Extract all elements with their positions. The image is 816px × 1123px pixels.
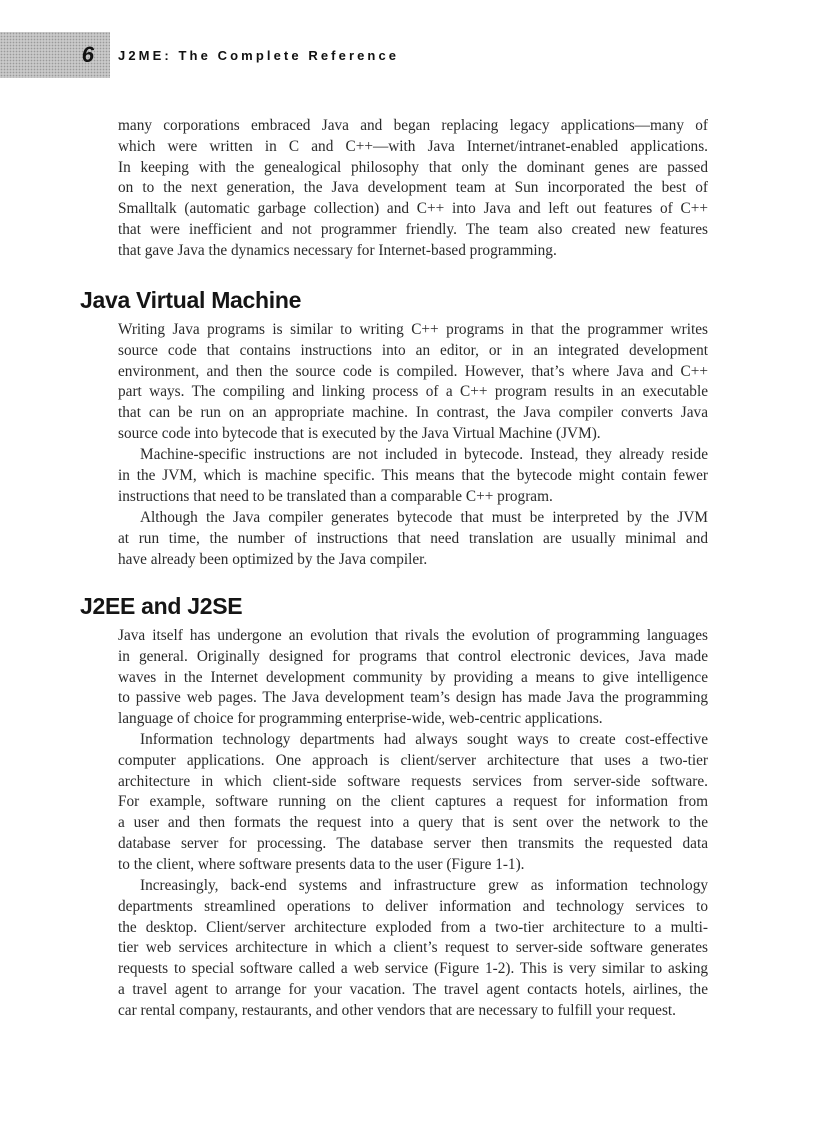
section-heading-j2ee: J2EE and J2SE [80, 593, 243, 619]
text-line: car rental company, restaurants, and other vendors that are necessary to fulfill your request. [118, 1001, 676, 1019]
text-line: environment, and then the source code is compiled. However, that’s where Java and C++ [118, 362, 708, 380]
text-line: waves in the Internet development community by providing a means to give intelligence [118, 668, 708, 686]
text-line: source code into bytecode that is executed by the Java Virtual Machine (JVM). [118, 424, 601, 442]
text-line: architecture in which client-side software requests services from server-side software. [118, 772, 708, 790]
text-line: Writing Java programs is similar to writing C++ programs in that the programmer writes [118, 321, 708, 338]
running-title: J2ME: The Complete Reference [118, 48, 400, 63]
paragraph [118, 730, 708, 876]
text-line: language of choice for programming enterprise-wide, web-centric applications. [118, 710, 603, 728]
paragraph [118, 876, 708, 1022]
text-line: which were written in C and C++—with Java Internet/intranet-enabled applications. [118, 137, 708, 155]
paragraph [118, 320, 708, 445]
text-line: in the JVM, which is machine specific. This means that the bytecode might contain fewer [118, 466, 708, 484]
text-line: instructions that need to be translated than a comparable C++ program. [118, 487, 553, 505]
text-line: many corporations embraced Java and began replacing legacy applications—many of [118, 117, 708, 134]
text-line: departments streamlined operations to deliver information and technology services to [118, 897, 708, 915]
text-line: to passive web pages. The Java development team’s design has made Java the programming [118, 689, 708, 707]
text-line: computer applications. One approach is client/server architecture that uses a two-tier [118, 751, 708, 769]
text-line: source code that contains instructions into an editor, or in an integrated development [118, 341, 708, 359]
text-line: that gave Java the dynamics necessary for Internet-based programming. [118, 241, 557, 259]
text-line: the desktop. Client/server architecture exploded from a two-tier architecture to a multi- [118, 918, 708, 936]
text-line: requests to special software called a web service (Figure 1-2). This is very similar to asking [118, 960, 708, 978]
text-line: In keeping with the genealogical philosophy that only the dominant genes are passed [118, 158, 708, 176]
text-line: Machine-specific instructions are not included in bytecode. Instead, they already reside [140, 446, 708, 463]
text-line: to the client, where software presents data to the user (Figure 1-1). [118, 855, 525, 873]
text-line: in general. Originally designed for programs that control electronic devices, Java made [118, 647, 708, 665]
text-line: a travel agent to arrange for your vacation. The travel agent contacts hotels, airlines, the [118, 980, 708, 998]
text-line: tier web services architecture in which a client’s request to server-side software generates [118, 939, 708, 957]
paragraph [118, 445, 708, 507]
text-line: at run time, the number of instructions that need translation are usually minimal and [118, 529, 708, 547]
page-number-tab [0, 32, 110, 78]
paragraph [118, 508, 708, 570]
text-line: that can be run on an appropriate machine. In contrast, the Java compiler converts Java [118, 404, 708, 422]
text-line: database server for processing. The database server then transmits the requested data [118, 834, 708, 852]
text-line: on to the next generation, the Java development team at Sun incorporated the best of [118, 179, 708, 197]
page-number: 6 [81, 42, 94, 67]
text-line: Smalltalk (automatic garbage collection) and C++ into Java and left out features of C++ [118, 200, 708, 218]
text-line: a user and then formats the request into a query that is sent over the network to the [118, 814, 708, 832]
paragraph [118, 626, 708, 730]
text-line: For example, software running on the client captures a request for information from [118, 793, 708, 811]
text-line: Although the Java compiler generates bytecode that must be interpreted by the JVM [140, 509, 708, 526]
text-line: Java itself has undergone an evolution that rivals the evolution of programming languages [118, 627, 708, 644]
section-heading-jvm: Java Virtual Machine [80, 287, 302, 313]
text-line: Increasingly, back-end systems and infrastructure grew as information technology [140, 877, 708, 894]
text-line: that were inefficient and not programmer friendly. The team also created new features [118, 220, 708, 238]
text-line: Information technology departments had always sought ways to create cost-effective [140, 731, 708, 748]
text-line: part ways. The compiling and linking process of a C++ program results in an executable [118, 383, 708, 401]
text-line: have already been optimized by the Java compiler. [118, 550, 428, 568]
paragraph [118, 116, 708, 262]
page-header [0, 32, 816, 78]
